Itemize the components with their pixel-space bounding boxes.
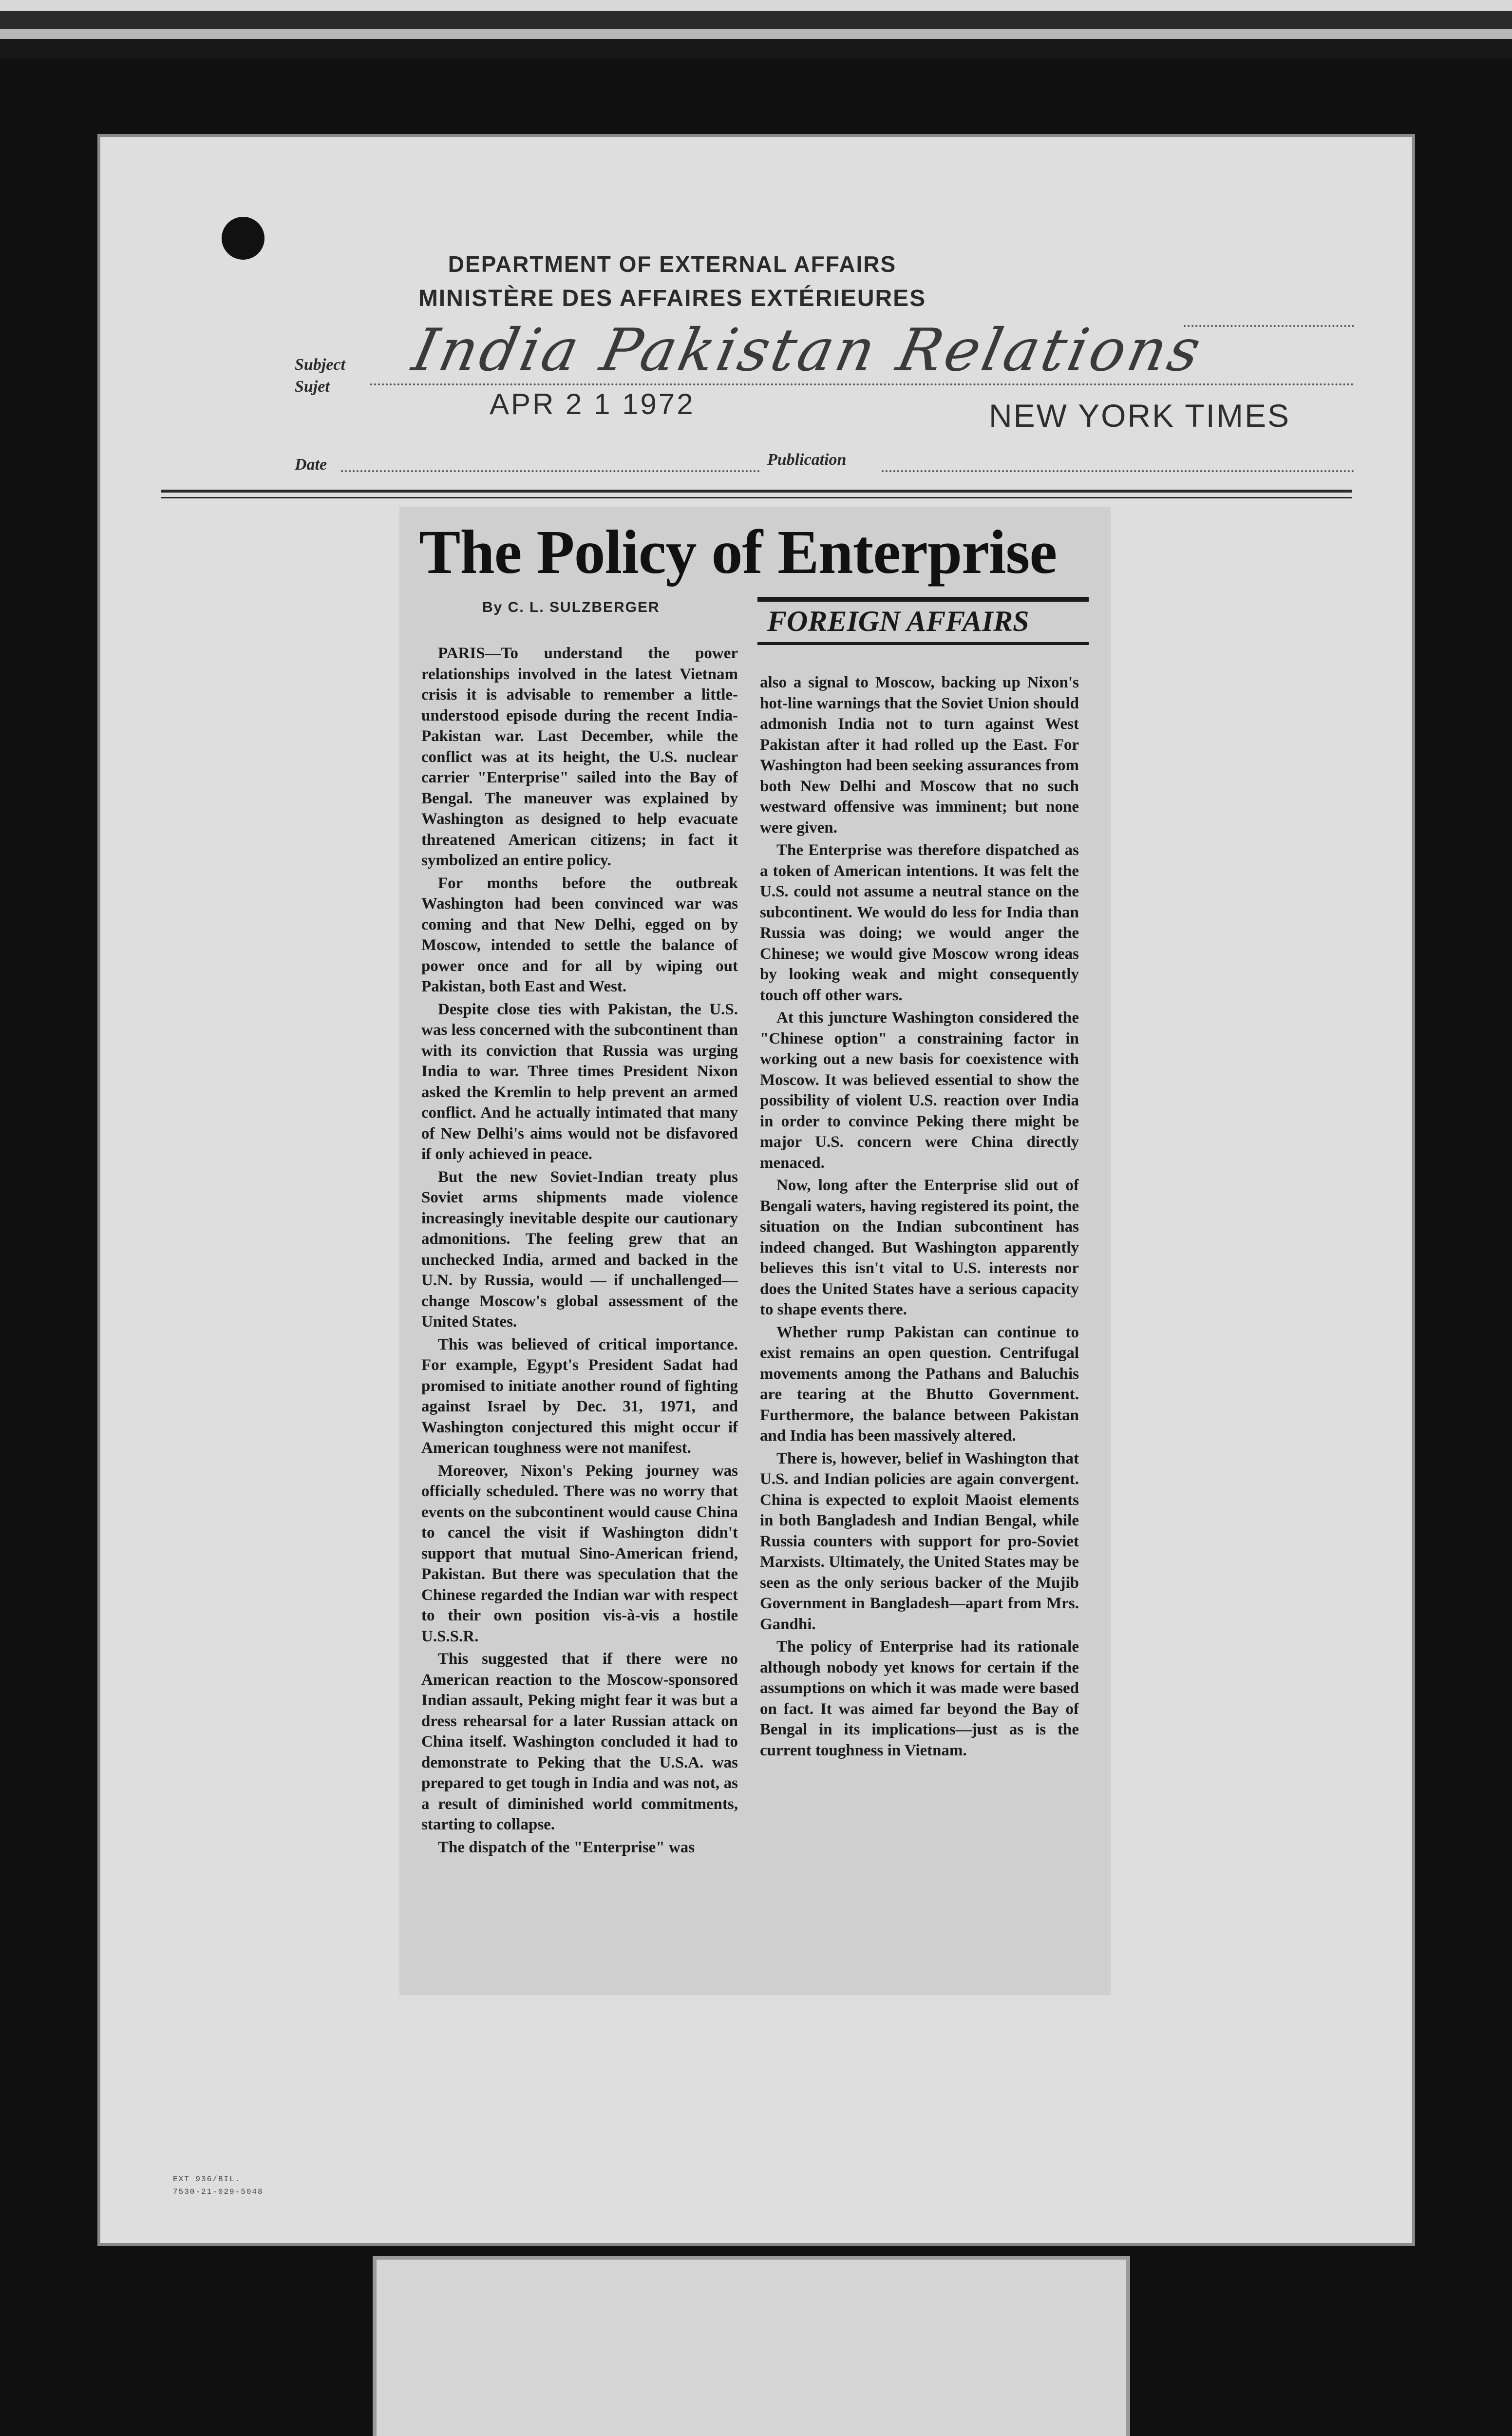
sujet-label: Sujet [295,378,330,396]
paragraph: This was believed of critical importance. For example, Egypt's President Sadat had promised to initiate another round of fighting against Israel by Dec. 31, 1971, and Washington conjectured this might occur if American toughness were not manifest. [421,1335,738,1457]
article-column-left [421,643,738,1978]
date-label: Date [295,456,327,474]
paragraph: Now, long after the Enterprise slid out of Bengali waters, having registered its point, the situation on the Indian subcontinent has indeed changed. But Washington apparently believes this isn't vital to U.S. interests nor does the United States have a serious capacity to shape events there. [760,1177,1079,1318]
subject-label: Subject [295,356,345,374]
paragraph: Whether rump Pakistan can continue to exist remains an open question. Centrifugal movements among the Pathans and Baluchis are tearing at the Bhutto Government. Furthermore, the balance between Pakistan and India has been massively altered. [760,1323,1079,1445]
paragraph: For months before the outbreak Washington had been convinced war was coming and that New Delhi, egged on by Moscow, intended to settle the balance of power once and for all by wiping out Pakistan, both East and West. [421,874,738,995]
publication-name: NEW YORK TIMES [989,398,1290,434]
header-rule-bottom [161,497,1352,498]
paragraph: Moreover, Nixon's Peking journey was officially scheduled. There was no worry that events on the subcontinent would cause China to cancel the visit if Washington didn't support that mutual Sino-American friend, Pakistan. But there was speculation that the Chinese regarded the Indian war with respect to their own position vis-à-vis a hostile U.S.S.R. [421,1462,738,1645]
newspaper-clipping [399,507,1111,1995]
paragraph: This suggested that if there were no American reaction to the Moscow-sponsored Indian assault, Peking might fear it was but a dress rehearsal for a later Russian attack on China itself. Washington concluded it had to demonstrate to Peking that the U.S.A. was prepared to get tough in India and was not, as a result of diminished world commitments, starting to collapse. [421,1650,738,1833]
department-name-english: DEPARTMENT OF EXTERNAL AFFAIRS [448,251,897,277]
form-code [173,2173,264,2198]
form-code-line: 7530-21-029-5048 [173,2188,264,2196]
subject-handwriting: India Pakistan Relations [407,317,1210,384]
paragraph: There is, however, belief in Washington that U.S. and Indian policies are again convergent. China is expected to exploit Maoist elements in both Bangladesh and Indian Bengal, while Russia counters with support for pro-Soviet Marxists. Ultimately, the United States may be seen as the only serious backer of the Mujib Government in Bangladesh—apart from Mrs. Gandhi. [760,1449,1079,1633]
column-name: FOREIGN AFFAIRS [757,597,1089,645]
paragraph: The policy of Enterprise had its rationale although nobody yet knows for certain if the assumptions on which it was made were based on fact. It was aimed far beyond the Bay of Bengal in its implications—just as is the current toughness in Vietnam. [760,1638,1079,1759]
next-sheet-edge [373,2256,1130,2436]
article-column-right [760,672,1079,1959]
article-byline: By C. L. SULZBERGER [482,599,660,615]
paragraph: PARIS—To understand the power relationships involved in the latest Vietnam crisis it is advisable to remember a little-understood episode during the recent India-Pakistan war. Last December, while the conflict was at its height, the U.S. nuclear carrier "Enterprise" sailed into the Bay of Bengal. The maneuver was explained by Washington as designed to help evacuate threatened American citizens; in fact it symbolized an entire policy. [421,645,738,869]
form-code-line: EXT 936/BIL. [173,2175,241,2184]
film-top-border [0,0,1512,58]
paragraph: The dispatch of the "Enterprise" was [438,1838,695,1856]
top-right-dotted-line [1184,325,1354,327]
paragraph: also a signal to Moscow, backing up Nixon's hot-line warnings that the Soviet Union should admonish India not to turn against West Pakistan after it had rolled up the East. For Washington had been seeking assurances from both New Delhi and Moscow that no such westward offensive was imminent; but none were given. [760,674,1079,837]
paragraph: But the new Soviet-Indian treaty plus Soviet arms shipments made violence increasingly inevitable despite our cautionary admonitions. The feeling grew that an unchecked India, armed and backed in the U.N. by Russia, would — if unchallenged—change Moscow's global assessment of the United States. [421,1168,738,1331]
paragraph: Despite close ties with Pakistan, the U.S. was less concerned with the subcontinent than with its conviction that Russia was urging India to war. Three times President Nixon asked the Kremlin to help prevent an armed conflict. And he actually intimated that many of New Delhi's aims would not be disfavored if only achieved in peace. [421,1000,738,1163]
paragraph: At this juncture Washington considered the "Chinese option" a constraining factor in working out a new basis for coexistence with Moscow. It was believed essential to show the possibility of violent U.S. reaction over India in order to convince Peking there might be major U.S. concern were China directly menaced. [760,1009,1079,1172]
article-headline: The Policy of Enterprise [419,517,1057,587]
punch-hole [222,217,265,260]
department-name-french: MINISTÈRE DES AFFAIRES EXTÉRIEURES [418,285,926,311]
publication-dotted-line [882,470,1354,472]
clipping-form-sheet [97,134,1415,2246]
date-dotted-line [341,470,760,472]
date-stamp: APR 2 1 1972 [490,388,695,420]
publication-label: Publication [767,451,847,469]
paragraph: The Enterprise was therefore dispatched as a token of American intentions. It was felt the U.S. could not assume a neutral stance on the subcontinent. We would do less for India than Russia was doing; we would anger the Chinese; we would give Moscow wrong ideas by looking weak and might consequently touch off other wars. [760,841,1079,1004]
header-rule-top [161,490,1352,493]
